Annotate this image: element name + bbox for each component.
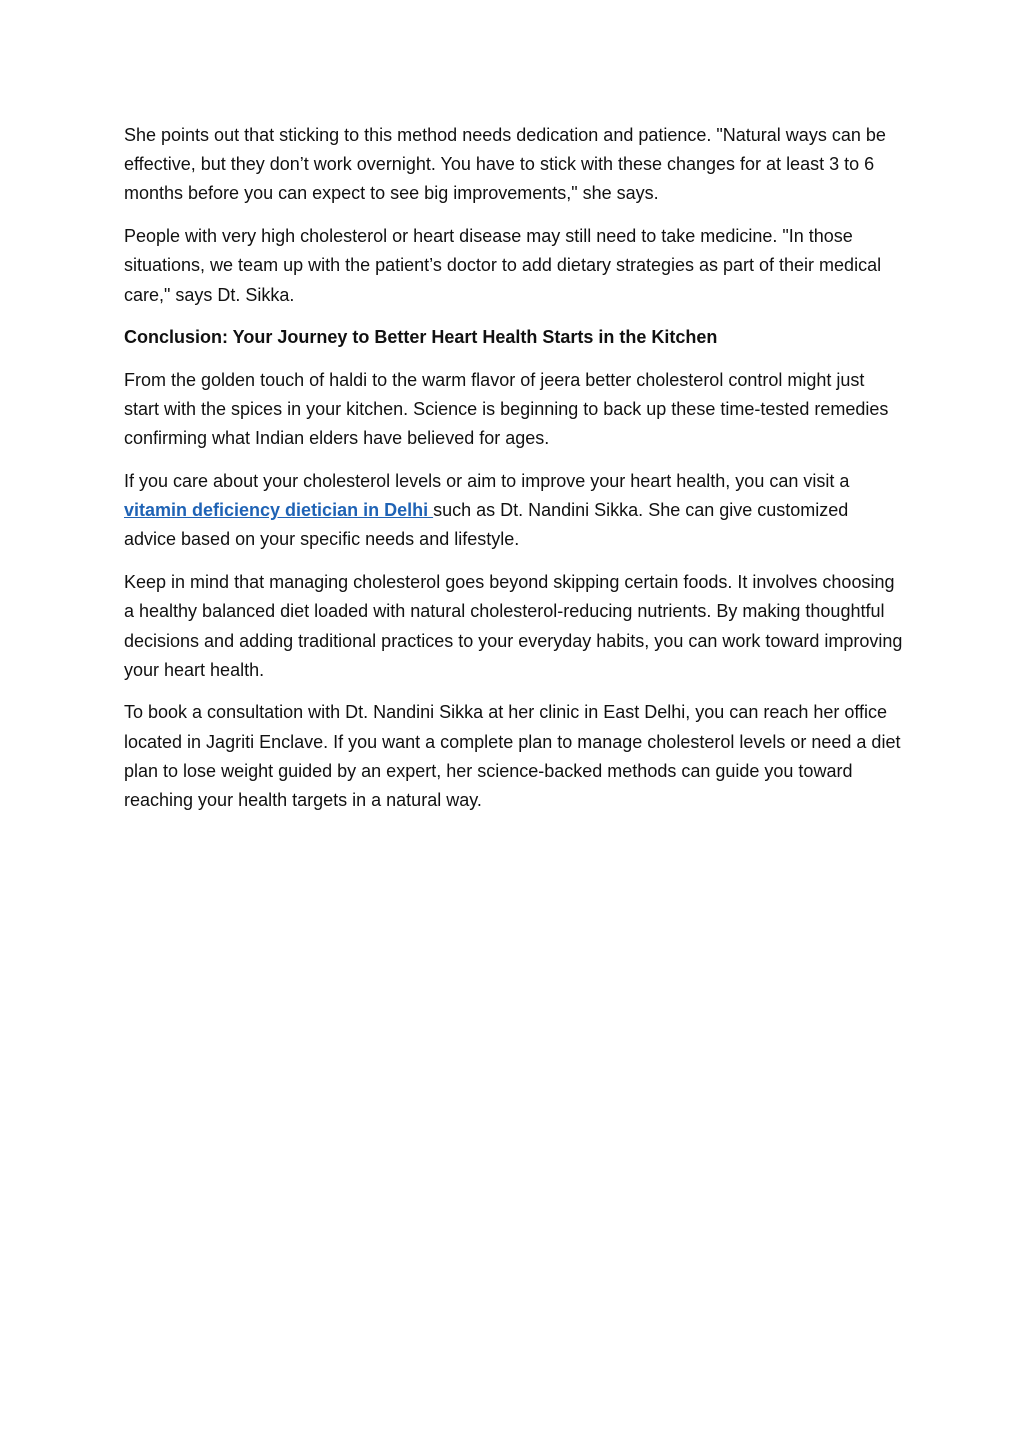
paragraph-book-consultation: To book a consultation with Dt. Nandini Sikka at her clinic in East Delhi, you can reach her office located in Jagriti Enclave. If you want a complete plan to manage cholesterol levels or need a diet plan to lose weight guided by an expert, her science-backed methods can guide you toward reaching your health targets in a natural way. — [124, 702, 901, 811]
paragraph-patience: She points out that sticking to this method needs dedication and patience. "Natural ways can be effective, but they don’t work overnight. You have to stick with these changes for at least 3 to 6 months before you can expect to see big improvements," she says. — [124, 125, 886, 204]
paragraph-visit-dietician — [124, 467, 904, 555]
paragraph-medicine: People with very high cholesterol or heart disease may still need to take medicine. "In those situations, we team up with the patient’s doctor to add dietary strategies as part of their medical care," says Dt. Sikka. — [124, 226, 882, 305]
document-body — [124, 121, 904, 829]
dietician-link[interactable]: vitamin deficiency dietician in Delhi — [124, 500, 434, 521]
paragraph-visit-text-before: If you care about your cholesterol levels or aim to improve your heart health, you can visit a — [124, 471, 850, 492]
paragraph-visit-text-after: such as Dt. Nandini Sikka. She can give customized advice based on your specific needs and lifestyle. — [124, 500, 849, 550]
paragraph-spices: From the golden touch of haldi to the warm flavor of jeera better cholesterol control might just start with the spices in your kitchen. Science is beginning to back up these time-tested remedies confirming what Indian elders have believed for ages. — [124, 369, 889, 449]
paragraph-managing-cholesterol: Keep in mind that managing cholesterol goes beyond skipping certain foods. It involves choosing a healthy balanced diet loaded with natural cholesterol-reducing nutrients. By making thoughtful decisions and adding traditional practices to your everyday habits, you can work toward improving your heart health. — [124, 572, 903, 680]
conclusion-heading: Conclusion: Your Journey to Better Heart Health Starts in the Kitchen — [124, 327, 718, 348]
